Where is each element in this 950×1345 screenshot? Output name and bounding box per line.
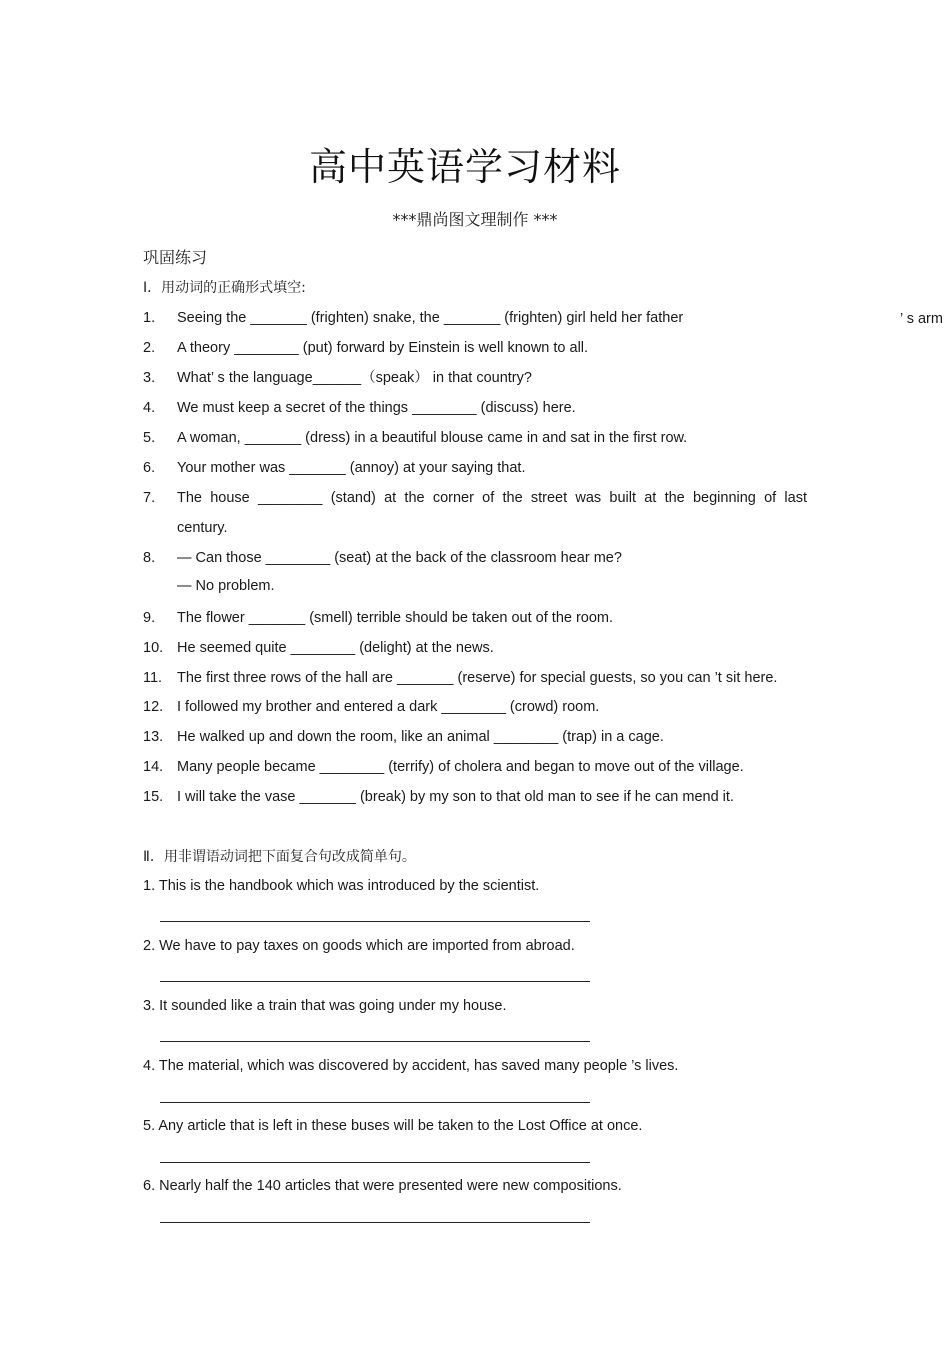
- answer-line-1[interactable]: [160, 921, 590, 922]
- question-number: 1.: [143, 310, 156, 326]
- answer-line-6[interactable]: [160, 1222, 590, 1223]
- question-text: The flower _______ (smell) terrible should be taken out of the room.: [177, 610, 614, 626]
- question-8: [143, 548, 622, 568]
- question-15: [143, 787, 734, 807]
- question-text: I followed my brother and entered a dark ________ (crowd) room.: [177, 699, 600, 715]
- question-13: [143, 727, 664, 747]
- question-1: [143, 308, 683, 328]
- question-10: [143, 638, 494, 658]
- question-text: Your mother was _______ (annoy) at your saying that.: [177, 460, 526, 476]
- question-14: [143, 757, 744, 777]
- question-number: 10.: [143, 640, 164, 656]
- question-number: 6.: [143, 460, 156, 476]
- rewrite-question-2: 2. We have to pay taxes on goods which are imported from abroad.: [143, 938, 575, 954]
- page-subtitle: ***鼎尚图文理制作 ***: [392, 210, 558, 229]
- rewrite-question-4: 4. The material, which was discovered by accident, has saved many people ’s lives.: [143, 1058, 679, 1074]
- question-8-response: — No problem.: [177, 578, 275, 594]
- question-text: What’ s the language______（speak） in that country?: [177, 370, 532, 386]
- question-6: [143, 458, 525, 478]
- question-11: [143, 668, 777, 688]
- question-5: [143, 428, 687, 448]
- question-number: 2.: [143, 340, 156, 356]
- question-number: 3.: [143, 370, 156, 386]
- question-number: 4.: [143, 400, 156, 416]
- question-number: 8.: [143, 550, 156, 566]
- question-text: Seeing the _______ (frighten) snake, the _______ (frighten) girl held her father: [177, 310, 684, 326]
- question-3: [143, 368, 532, 388]
- question-number: 5.: [143, 430, 156, 446]
- question-text: He seemed quite ________ (delight) at the news.: [177, 640, 494, 656]
- question-7: [143, 488, 808, 508]
- question-text: A theory ________ (put) forward by Einstein is well known to all.: [177, 340, 589, 356]
- page-title: 高中英语学习材料: [308, 145, 621, 189]
- rewrite-question-3: 3. It sounded like a train that was going under my house.: [143, 998, 507, 1014]
- rewrite-question-6: 6. Nearly half the 140 articles that were presented were new compositions.: [143, 1178, 622, 1194]
- question-text: I will take the vase _______ (break) by my son to that old man to see if he can mend it.: [177, 789, 734, 805]
- rewrite-question-1: 1. This is the handbook which was introduced by the scientist.: [143, 878, 540, 894]
- question-number: 13.: [143, 729, 164, 745]
- question-number: 14.: [143, 759, 164, 775]
- answer-line-3[interactable]: [160, 1041, 590, 1042]
- question-text: The house ________ (stand) at the corner of the street was built at the beginning of last: [177, 490, 807, 506]
- question-1-overflow: ’ s arm: [900, 311, 943, 327]
- question-7-continuation: century.: [177, 520, 228, 536]
- answer-line-2[interactable]: [160, 981, 590, 982]
- part1-heading: Ⅰ．用动词的正确形式填空:: [143, 280, 306, 296]
- question-number: 7.: [143, 490, 156, 506]
- section-label: 巩固练习: [143, 248, 208, 267]
- question-12: [143, 697, 599, 717]
- answer-line-5[interactable]: [160, 1162, 590, 1163]
- question-2: [143, 338, 588, 358]
- question-number: 15.: [143, 789, 164, 805]
- part2-heading: Ⅱ．用非谓语动词把下面复合句改成简单句。: [143, 849, 416, 865]
- question-text: The first three rows of the hall are _______ (reserve) for special guests, so you can ’t sit here.: [177, 670, 778, 686]
- question-9: [143, 608, 613, 628]
- rewrite-question-5: 5. Any article that is left in these buses will be taken to the Lost Office at once.: [143, 1118, 643, 1134]
- answer-line-4[interactable]: [160, 1102, 590, 1103]
- question-text: We must keep a secret of the things ________ (discuss) here.: [177, 400, 576, 416]
- question-4: [143, 398, 576, 418]
- question-number: 11.: [143, 670, 163, 686]
- question-text: — Can those ________ (seat) at the back of the classroom hear me?: [177, 550, 622, 566]
- question-text: Many people became ________ (terrify) of cholera and began to move out of the village.: [177, 759, 744, 775]
- question-number: 9.: [143, 610, 156, 626]
- question-number: 12.: [143, 699, 164, 715]
- question-text: A woman, _______ (dress) in a beautiful blouse came in and sat in the first row.: [177, 430, 688, 446]
- question-text: He walked up and down the room, like an animal ________ (trap) in a cage.: [177, 729, 664, 745]
